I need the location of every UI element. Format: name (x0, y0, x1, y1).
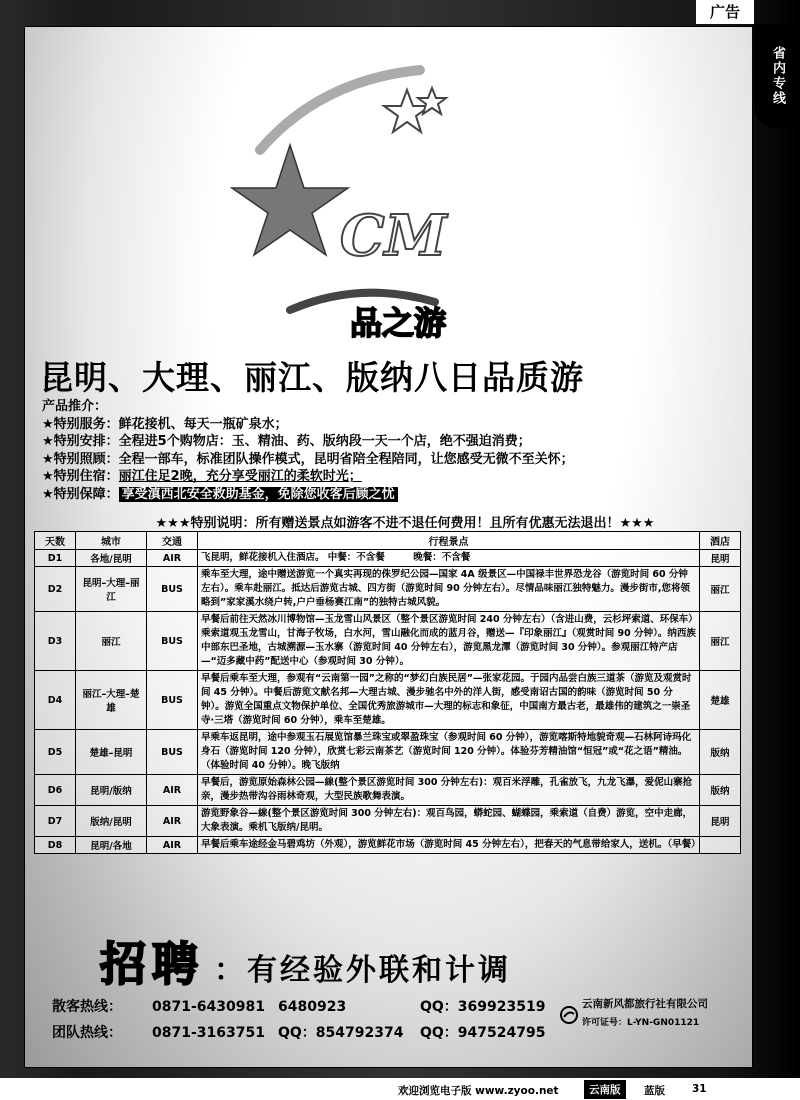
hotline-label: 散客热线： (52, 999, 122, 1015)
intro-item (42, 416, 742, 434)
intro-item (42, 433, 742, 451)
page-footer (0, 1078, 800, 1100)
cell-transport: BUS (147, 567, 198, 612)
hotline-number: 0871-3163751 (152, 1025, 265, 1041)
section-tab: 省内专线 (754, 24, 800, 128)
cell-itinerary: 早餐后乘车至大理，参观有“云南第一园”之称的“梦幻白族民居”—张家花园。于园内品尝白族三道茶（游览及观赏时间 45 分钟）。中餐后游览文献名邦—大理古城、漫步驰名中外的洋人街，感受南诏古国的韵味（游览时间 50 分钟）。游览全国重点文物保护单位、全国优秀旅游城市—大理的标志和象征，中国南方最古老，最雄伟的建筑之一崇圣寺·三塔（游览时间 60 分钟），乘车至楚雄。 (198, 671, 700, 730)
brand-mark: CM (340, 203, 447, 269)
table-row (35, 730, 741, 775)
license-number: 许可证号：L-YN-GN01121 (582, 1018, 700, 1028)
table-row (35, 567, 741, 612)
header-city: 城市 (76, 532, 147, 550)
header-transport: 交通 (147, 532, 198, 550)
cell-day: D5 (35, 730, 76, 775)
intro-label: ★特别服务： (42, 416, 119, 432)
intro-item (42, 468, 742, 486)
hotline-individual (52, 996, 545, 1016)
cell-day: D8 (35, 837, 76, 854)
table-row (35, 671, 741, 730)
company-info (560, 996, 740, 1028)
cell-hotel: 版纳 (700, 730, 741, 775)
cell-hotel: 楚雄 (700, 671, 741, 730)
cell-transport: AIR (147, 806, 198, 837)
cell-city: 昆明–大理–丽江 (76, 567, 147, 612)
table-row (35, 550, 741, 567)
intro-item (42, 486, 742, 504)
cell-itinerary: 早乘车返昆明，途中参观玉石展览馆暴兰珠宝或翠盈珠宝（参观时间 60 分钟），游览喀斯特地貌奇观—石林阿诗玛化身石（游览时间 120 分钟），欣赏七彩云南茶艺（游览时间 120 分钟）。体验芬芳精油馆“恒冠”或“花之语”精油。（体验时间 40 分钟）。晚飞版纳 (198, 730, 700, 775)
recruit-text: ：有经验外联和计调 (214, 953, 511, 988)
intro-text: 全程进5个购物店：玉、精油、药、版纳段一天一个店，绝不强迫消费； (118, 434, 531, 449)
cell-itinerary: 早餐后，游览原始森林公园—線(整个景区游览时间 300 分钟左右)：观百米浮雕，孔雀放飞，九龙飞瀑，爱伲山寨抢亲，漫步热带沟谷雨林奇观，大型民族歌舞表演。 (198, 775, 700, 806)
cell-hotel: 丽江 (700, 612, 741, 671)
cell-day: D7 (35, 806, 76, 837)
brand-logo (200, 40, 530, 340)
recruitment-banner (100, 928, 740, 991)
header-day: 天数 (35, 532, 76, 550)
cell-day: D4 (35, 671, 76, 730)
cell-itinerary: 早餐后前往天然冰川博物馆—玉龙雪山风景区（整个景区游览时间 240 分钟左右）（含进山费，云杉坪索道、环保车）乘索道观玉龙雪山，甘海子牧场，白水河，雪山融化而成的蓝月谷，赠送—『印象丽江』（观赏时间 90 分钟）。纳西族中部东巴圣地，古城溯源—玉水寨（游览时间 40 分钟左右），游览黑龙潭（游览时间 30 分钟）。参观丽江特产店—“迈多藏中药”配送中心（参观时间 30 分钟）。 (198, 612, 700, 671)
recruit-heading: 招聘 (100, 937, 204, 991)
star-icon (232, 145, 348, 255)
cell-hotel: 昆明 (700, 550, 741, 567)
page-title: 昆明、大理、丽江、版纳八日品质游 (40, 358, 584, 397)
ad-label: 广告 (696, 0, 754, 24)
table-row (35, 775, 741, 806)
cell-transport: AIR (147, 775, 198, 806)
intro-item (42, 451, 742, 469)
company-logo-icon (560, 1006, 578, 1024)
footer-text: 欢迎浏览电子版 www.zyoo.net (398, 1085, 559, 1097)
intro-label: ★特别安排： (42, 434, 119, 449)
cell-transport: AIR (147, 550, 198, 567)
page-number: 31 (692, 1083, 707, 1095)
product-intro (42, 398, 742, 503)
special-note: ★★★特别说明：所有赠送景点如游客不进不退任何费用！且所有优惠无法退出！★★★ (155, 516, 655, 531)
intro-label: ★特别住宿： (42, 469, 119, 484)
cell-itinerary: 游览野象谷—線(整个景区游览时间 300 分钟左右)：观百鸟园，蟒蛇园、蝴蝶园，乘索道（自费）游览，空中走廊，大象表演。乘机飞版纳/昆明。 (198, 806, 700, 837)
cell-itinerary: 飞昆明，鲜花接机入住酒店。 中餐：不含餐 晚餐：不含餐 (198, 550, 700, 567)
cell-day: D6 (35, 775, 76, 806)
cell-day: D3 (35, 612, 76, 671)
cell-city: 丽江 (76, 612, 147, 671)
table-row (35, 806, 741, 837)
hotline-label: 团队热线： (52, 1025, 122, 1041)
cell-hotel (700, 837, 741, 854)
table-header-row (35, 532, 741, 550)
cell-city: 版纳/昆明 (76, 806, 147, 837)
cell-city: 丽江–大理–楚雄 (76, 671, 147, 730)
cell-city: 各地/昆明 (76, 550, 147, 567)
cell-transport: AIR (147, 837, 198, 854)
hotline-number: 0871-6430981 (152, 999, 265, 1015)
intro-text: 全程一部车，标准团队操作模式，昆明省陪全程陪同，让您感受无微不至关怀； (118, 451, 574, 467)
hotline-qq: QQ：854792374 (278, 1025, 404, 1041)
cell-transport: BUS (147, 612, 198, 671)
hotline-group (52, 1022, 545, 1042)
cell-transport: BUS (147, 730, 198, 775)
cell-hotel: 昆明 (700, 806, 741, 837)
cell-city: 昆明/各地 (76, 837, 147, 854)
header-hotel: 酒店 (700, 532, 741, 550)
cell-day: D1 (35, 550, 76, 567)
intro-label: ★特别保障： (42, 486, 119, 502)
company-name: 云南新风都旅行社有限公司 (582, 998, 708, 1010)
intro-label: ★特别照顾： (42, 451, 119, 467)
cell-city: 昆明/版纳 (76, 775, 147, 806)
edition-color: 蓝版 (644, 1085, 665, 1097)
intro-text: 鲜花接机、每天一瓶矿泉水； (118, 416, 288, 432)
cell-itinerary: 乘车至大理，途中赠送游览一个真实再现的侏罗纪公园—国家 4A 级景区—中国禄丰世界恐龙谷（游览时间 60 分钟左右）。乘车赴丽江。抵达后游览古城、四方街（游览时间 90 分钟左右）。尽情品味丽江独特魅力。漫步街市,您将领略到”家家溪水绕户转,户户垂杨赛江南”的独特古城风貌。 (198, 567, 700, 612)
intro-text-highlight: 享受滇西北安全救助基金，免除您收客后顾之忧 (119, 487, 398, 502)
intro-text: 丽江住足2晚，充分享受丽江的柔软时光； (118, 469, 362, 484)
cell-city: 楚雄–昆明 (76, 730, 147, 775)
hotline-qq: QQ：947524795 (420, 1025, 546, 1041)
table-row (35, 612, 741, 671)
header-itinerary: 行程景点 (198, 532, 700, 550)
hotline-qq: QQ：369923519 (420, 999, 546, 1015)
cell-transport: BUS (147, 671, 198, 730)
edition-badge: 云南版 (584, 1080, 626, 1099)
cell-hotel: 丽江 (700, 567, 741, 612)
cell-itinerary: 早餐后乘车途经金马碧鸡坊（外观），游览鲜花市场（游览时间 45 分钟左右），把春天的气息带给家人，送机。（早餐） (198, 837, 700, 854)
table-row (35, 837, 741, 854)
itinerary-table (34, 531, 741, 854)
small-star-icon (384, 88, 446, 132)
brand-slogan: 品之游 (350, 304, 447, 340)
intro-heading: 产品推介： (42, 399, 108, 414)
hotline-number: 6480923 (278, 999, 347, 1015)
cell-day: D2 (35, 567, 76, 612)
cell-hotel: 版纳 (700, 775, 741, 806)
